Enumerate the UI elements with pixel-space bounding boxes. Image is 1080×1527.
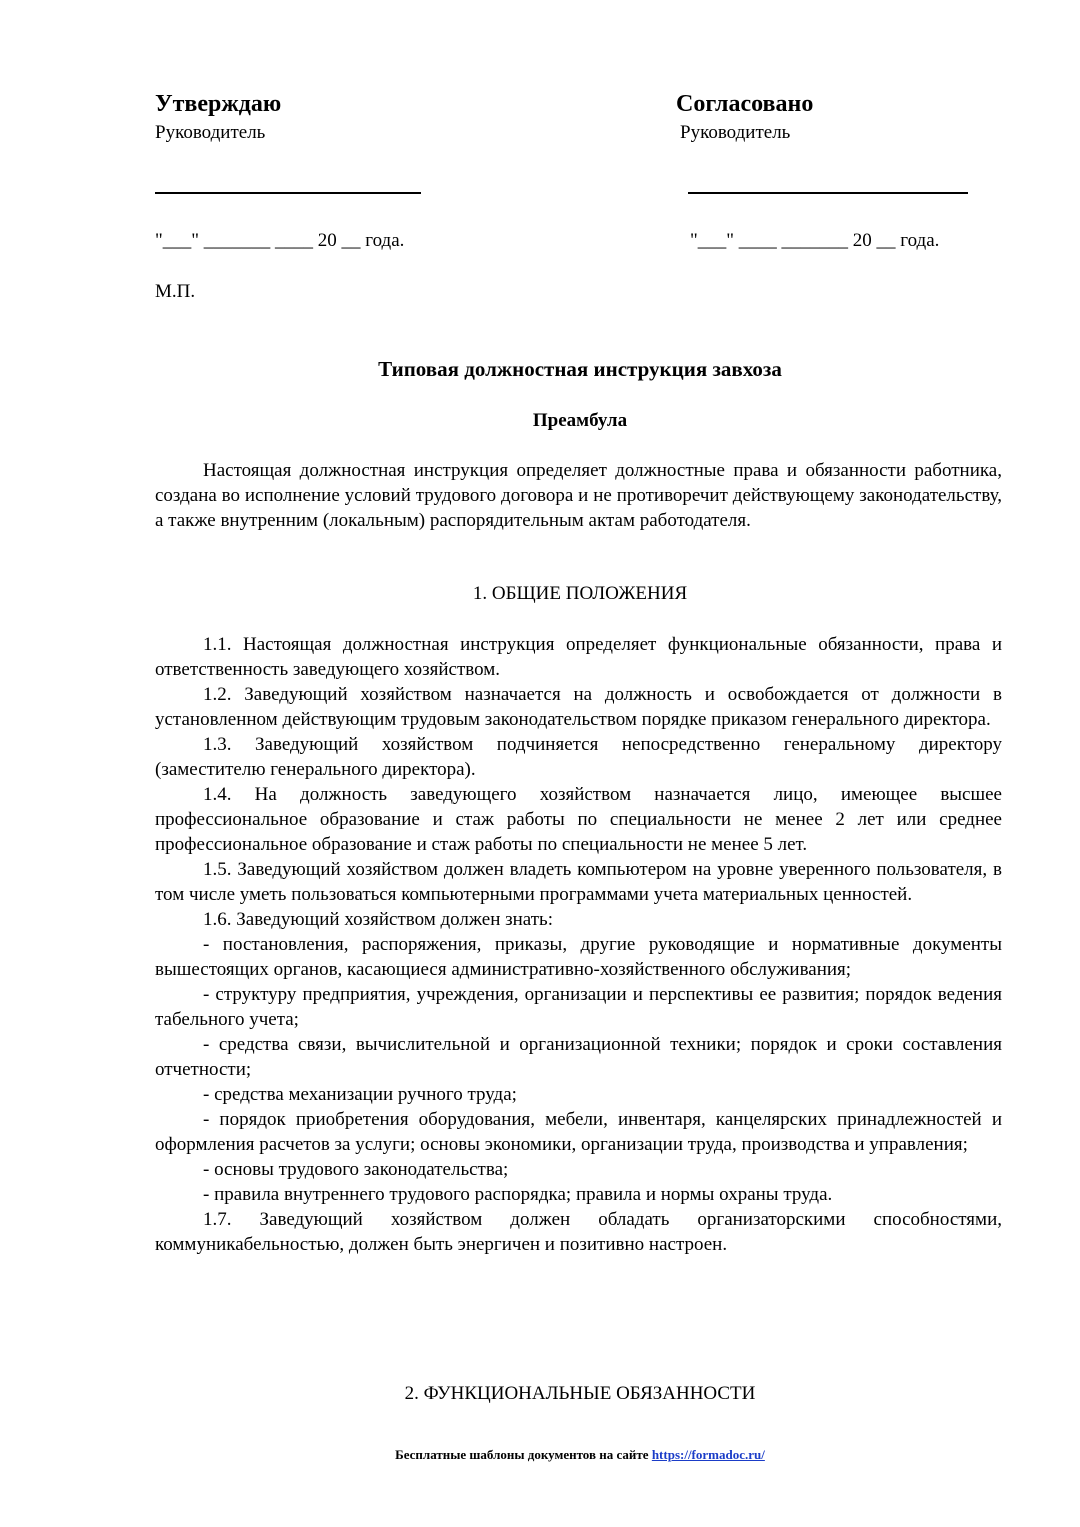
list-item: - постановления, распоряжения, приказы, другие руководящие и нормативные документы вышестоящих органов, касающиеся административно-хозяйственного обслуживания; [155, 934, 1002, 980]
agree-title: Согласовано [676, 91, 814, 117]
list-item: - основы трудового законодательства; [203, 1159, 509, 1180]
clause: 1.7. Заведующий хозяйством должен обладать организаторскими способностями, коммуникабельностью, должен быть энергичен и позитивно настроен. [155, 1209, 1002, 1255]
list-item: - структуру предприятия, учреждения, организации и перспективы ее развития; порядок ведения табельного учета; [155, 984, 1002, 1030]
footer-text: Бесплатные шаблоны документов на сайте [395, 1447, 652, 1462]
preamble-heading: Преамбула [532, 410, 628, 431]
section-1-body [155, 632, 1002, 1257]
list-item: - порядок приобретения оборудования, мебели, инвентаря, канцелярских принадлежностей и оформления расчетов за услуги; основы экономики, организации труда, производства и управления; [155, 1109, 1002, 1155]
document-title: Типовая должностная инструкция завхоза [378, 357, 782, 381]
clause: 1.6. Заведующий хозяйством должен знать: [203, 909, 553, 930]
footer [0, 1446, 1080, 1464]
approve-role: Руководитель [155, 122, 266, 143]
section-2-heading: 2. ФУНКЦИОНАЛЬНЫЕ ОБЯЗАННОСТИ [404, 1383, 756, 1404]
agree-role: Руководитель [680, 122, 791, 143]
approve-signature-line [155, 192, 421, 194]
clause: 1.5. Заведующий хозяйством должен владеть компьютером на уровне уверенного пользователя, в том числе уметь пользоваться компьютерными программами учета материальных ценностей. [155, 859, 1002, 905]
stamp-label: М.П. [155, 281, 196, 302]
list-item: - средства механизации ручного труда; [203, 1084, 517, 1105]
list-item: - средства связи, вычислительной и организационной техники; порядок и сроки составления отчетности; [155, 1034, 1002, 1080]
agree-signature-line [688, 192, 968, 194]
section-1-heading: 1. ОБЩИЕ ПОЛОЖЕНИЯ [472, 583, 688, 604]
approve-title: Утверждаю [155, 91, 282, 117]
agree-date: "___" ____ _______ 20 __ года. [690, 230, 940, 251]
approve-date: "___" _______ ____ 20 __ года. [155, 230, 405, 251]
approve-block [155, 88, 455, 145]
agree-block [676, 88, 996, 145]
clause: 1.3. Заведующий хозяйством подчиняется непосредственно генеральному директору (заместителю генерального директора). [155, 734, 1002, 780]
clause: 1.1. Настоящая должностная инструкция определяет функциональные обязанности, права и ответственность заведующего хозяйством. [155, 634, 1002, 680]
clause: 1.4. На должность заведующего хозяйством назначается лицо, имеющее высшее профессиональное образование и стаж работы по специальности не менее 2 лет или среднее профессиональное образование и стаж работы по специальности не менее 5 лет. [155, 784, 1002, 855]
list-item: - правила внутреннего трудового распорядка; правила и нормы охраны труда. [203, 1184, 833, 1205]
preamble-text: Настоящая должностная инструкция определяет должностные права и обязанности работника, создана во исполнение условий трудового договора и не противоречит действующему законодательству, а также внутренним (локальным) распорядительным актам работодателя. [155, 460, 1002, 531]
preamble-paragraph [155, 458, 1002, 533]
footer-link[interactable]: https://formadoc.ru/ [651, 1447, 765, 1462]
clause: 1.2. Заведующий хозяйством назначается на должность и освобождается от должности в установленном действующим трудовым законодательством порядке приказом генерального директора. [155, 684, 1002, 730]
